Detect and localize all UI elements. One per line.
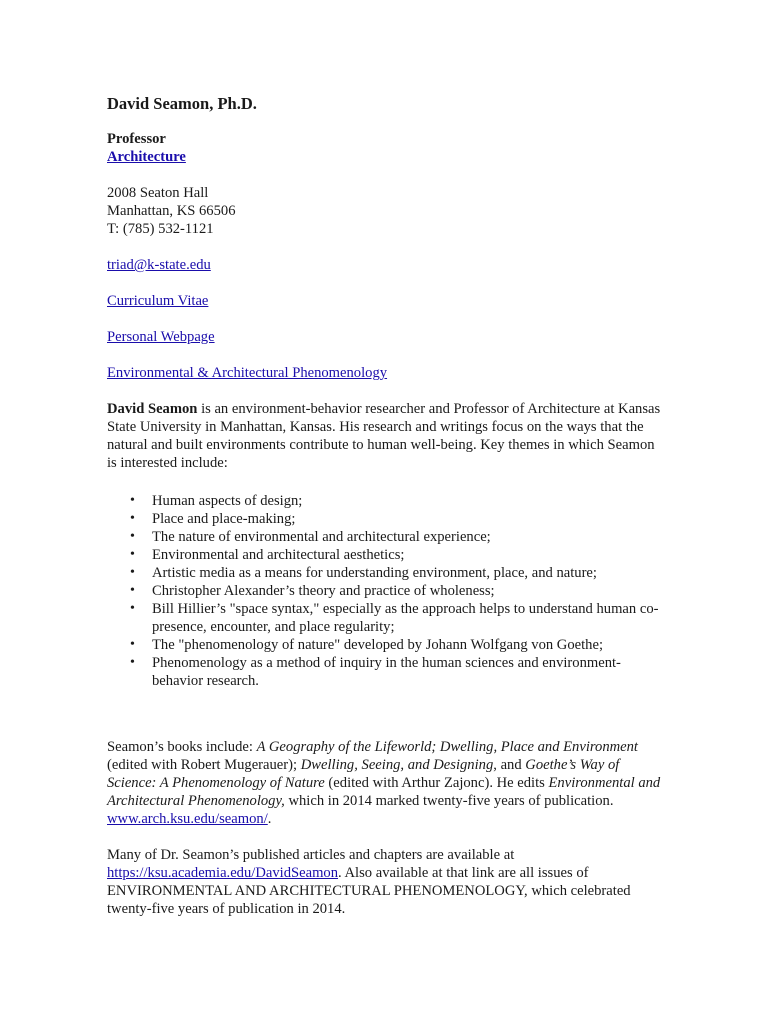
contact-address (107, 184, 667, 238)
cv-link[interactable]: Curriculum Vitae (107, 293, 209, 309)
phone-number: T: (785) 532-1121 (107, 221, 214, 237)
theme-item: • Environmental and architectural aesthetics; (152, 546, 667, 564)
book-title: Goethe’s Way of Science: A Phenomenology of Nature (107, 757, 620, 791)
profile-page (107, 94, 667, 918)
seamon-website-link[interactable]: www.arch.ksu.edu/seamon/ (107, 811, 268, 827)
address-line-2: Manhattan, KS 66506 (107, 203, 236, 219)
position-title: Professor (107, 131, 166, 147)
theme-item: • Human aspects of design; (152, 492, 667, 510)
intro-name: David Seamon (107, 401, 198, 417)
themes-list (107, 492, 667, 690)
theme-item: • Place and place-making; (152, 510, 667, 528)
theme-item: • Bill Hillier’s "space syntax," especially as the approach helps to understand human co-presence, encounter, and place regularity; (152, 600, 667, 636)
intro-text: is an environment-behavior researcher and Professor of Architecture at Kansas State University in Manhattan, Kansas. His research and writings focus on the ways that the natural and built environments contribute to human well-being. Key themes in which Seamon is interested include: (107, 401, 661, 471)
phenomenology-link[interactable]: Environmental & Architectural Phenomenology (107, 365, 388, 381)
books-paragraph (107, 738, 667, 828)
profile-name: David Seamon, Ph.D. (107, 94, 257, 113)
books-text: . (267, 811, 272, 827)
title-block (107, 130, 667, 166)
book-title: A Geography of the Lifeworld; Dwelling, Place and Environment (256, 739, 638, 755)
books-text: (edited with Robert Mugerauer); (107, 757, 301, 773)
theme-item: • The nature of environmental and architectural experience; (152, 528, 667, 546)
address-line-1: 2008 Seaton Hall (107, 185, 209, 201)
department-link[interactable]: Architecture (107, 149, 186, 165)
journal-title: Environmental and Architectural Phenomenology, (107, 775, 661, 809)
articles-text: Many of Dr. Seamon’s published articles and chapters are available at (107, 847, 515, 863)
academia-link[interactable]: https://ksu.academia.edu/DavidSeamon (107, 865, 339, 881)
books-text: , and (493, 757, 526, 773)
articles-paragraph (107, 846, 667, 918)
theme-item: • The "phenomenology of nature" developed by Johann Wolfgang von Goethe; (152, 636, 667, 654)
books-text: which in 2014 marked twenty-five years of publication. (284, 793, 614, 809)
books-text: Seamon’s books include: (107, 739, 257, 755)
books-text: (edited with Arthur Zajonc). He edits (324, 775, 549, 791)
articles-text: . Also available at that link are all issues of ENVIRONMENTAL AND ARCHITECTURAL PHENOMENOLOGY, which celebrated twenty-five years of publication in 2014. (107, 865, 631, 917)
theme-item: • Phenomenology as a method of inquiry in the human sciences and environment-behavior research. (152, 654, 667, 690)
email-link[interactable]: triad@k-state.edu (107, 257, 211, 273)
book-title: Dwelling, Seeing, and Designing (300, 757, 494, 773)
theme-item: • Artistic media as a means for understanding environment, place, and nature; (152, 564, 667, 582)
personal-webpage-link[interactable]: Personal Webpage (107, 329, 215, 345)
intro-paragraph (107, 400, 667, 472)
theme-item: • Christopher Alexander’s theory and practice of wholeness; (152, 582, 667, 600)
